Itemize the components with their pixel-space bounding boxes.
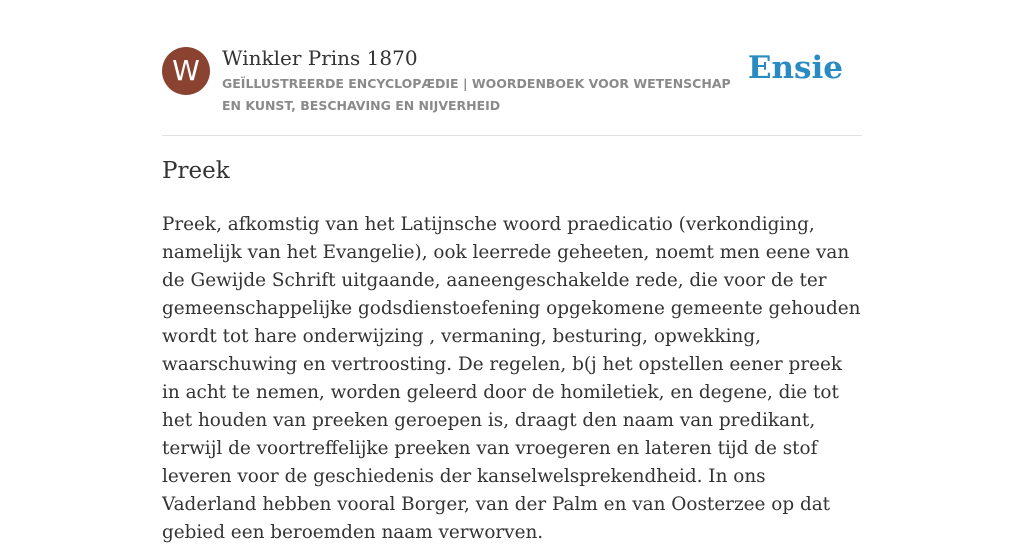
entry-body: Preek, afkomstig van het Latijnsche woord praedicatio (verkondiging, namelijk van het Evangelie), ook leerrede geheeten, noemt men eene van de Gewijde Schrift uitgaande, aaneengeschakelde rede, die voor de ter gemeenschappelijke godsdienstoefening opgekomene gemeente gehouden wordt tot hare onderwijzing , vermaning, besturing, opwekking, waarschuwing en vertroosting. De regelen, b(j het opstellen eener preek in acht te nemen, worden geleerd door de homiletiek, en degene, die tot het houden van preeken geroepen is, draagt den naam van predikant, terwijl de voortreffelijke preeken van vroegeren en lateren tijd de stof leveren voor de geschiedenis der kanselwelsprekendheid. In ons Vaderland hebben vooral Borger, van der Palm en van Oosterzee op dat gebied een beroemden naam verworven. <box>162 214 861 543</box>
source-title[interactable]: Winkler Prins 1870 <box>222 46 418 70</box>
source-avatar[interactable]: W <box>162 47 210 95</box>
source-header <box>162 46 862 116</box>
header-divider <box>162 135 862 136</box>
entry-title: Preek <box>162 158 230 184</box>
ensie-logo[interactable]: Ensie <box>747 50 843 86</box>
source-subtitle: GEÏLLUSTREERDE ENCYCLOPÆDIE | WOORDENBOEK VOOR WETENSCHAP EN KUNST, BESCHAVING EN NIJVERHEID <box>222 76 731 113</box>
